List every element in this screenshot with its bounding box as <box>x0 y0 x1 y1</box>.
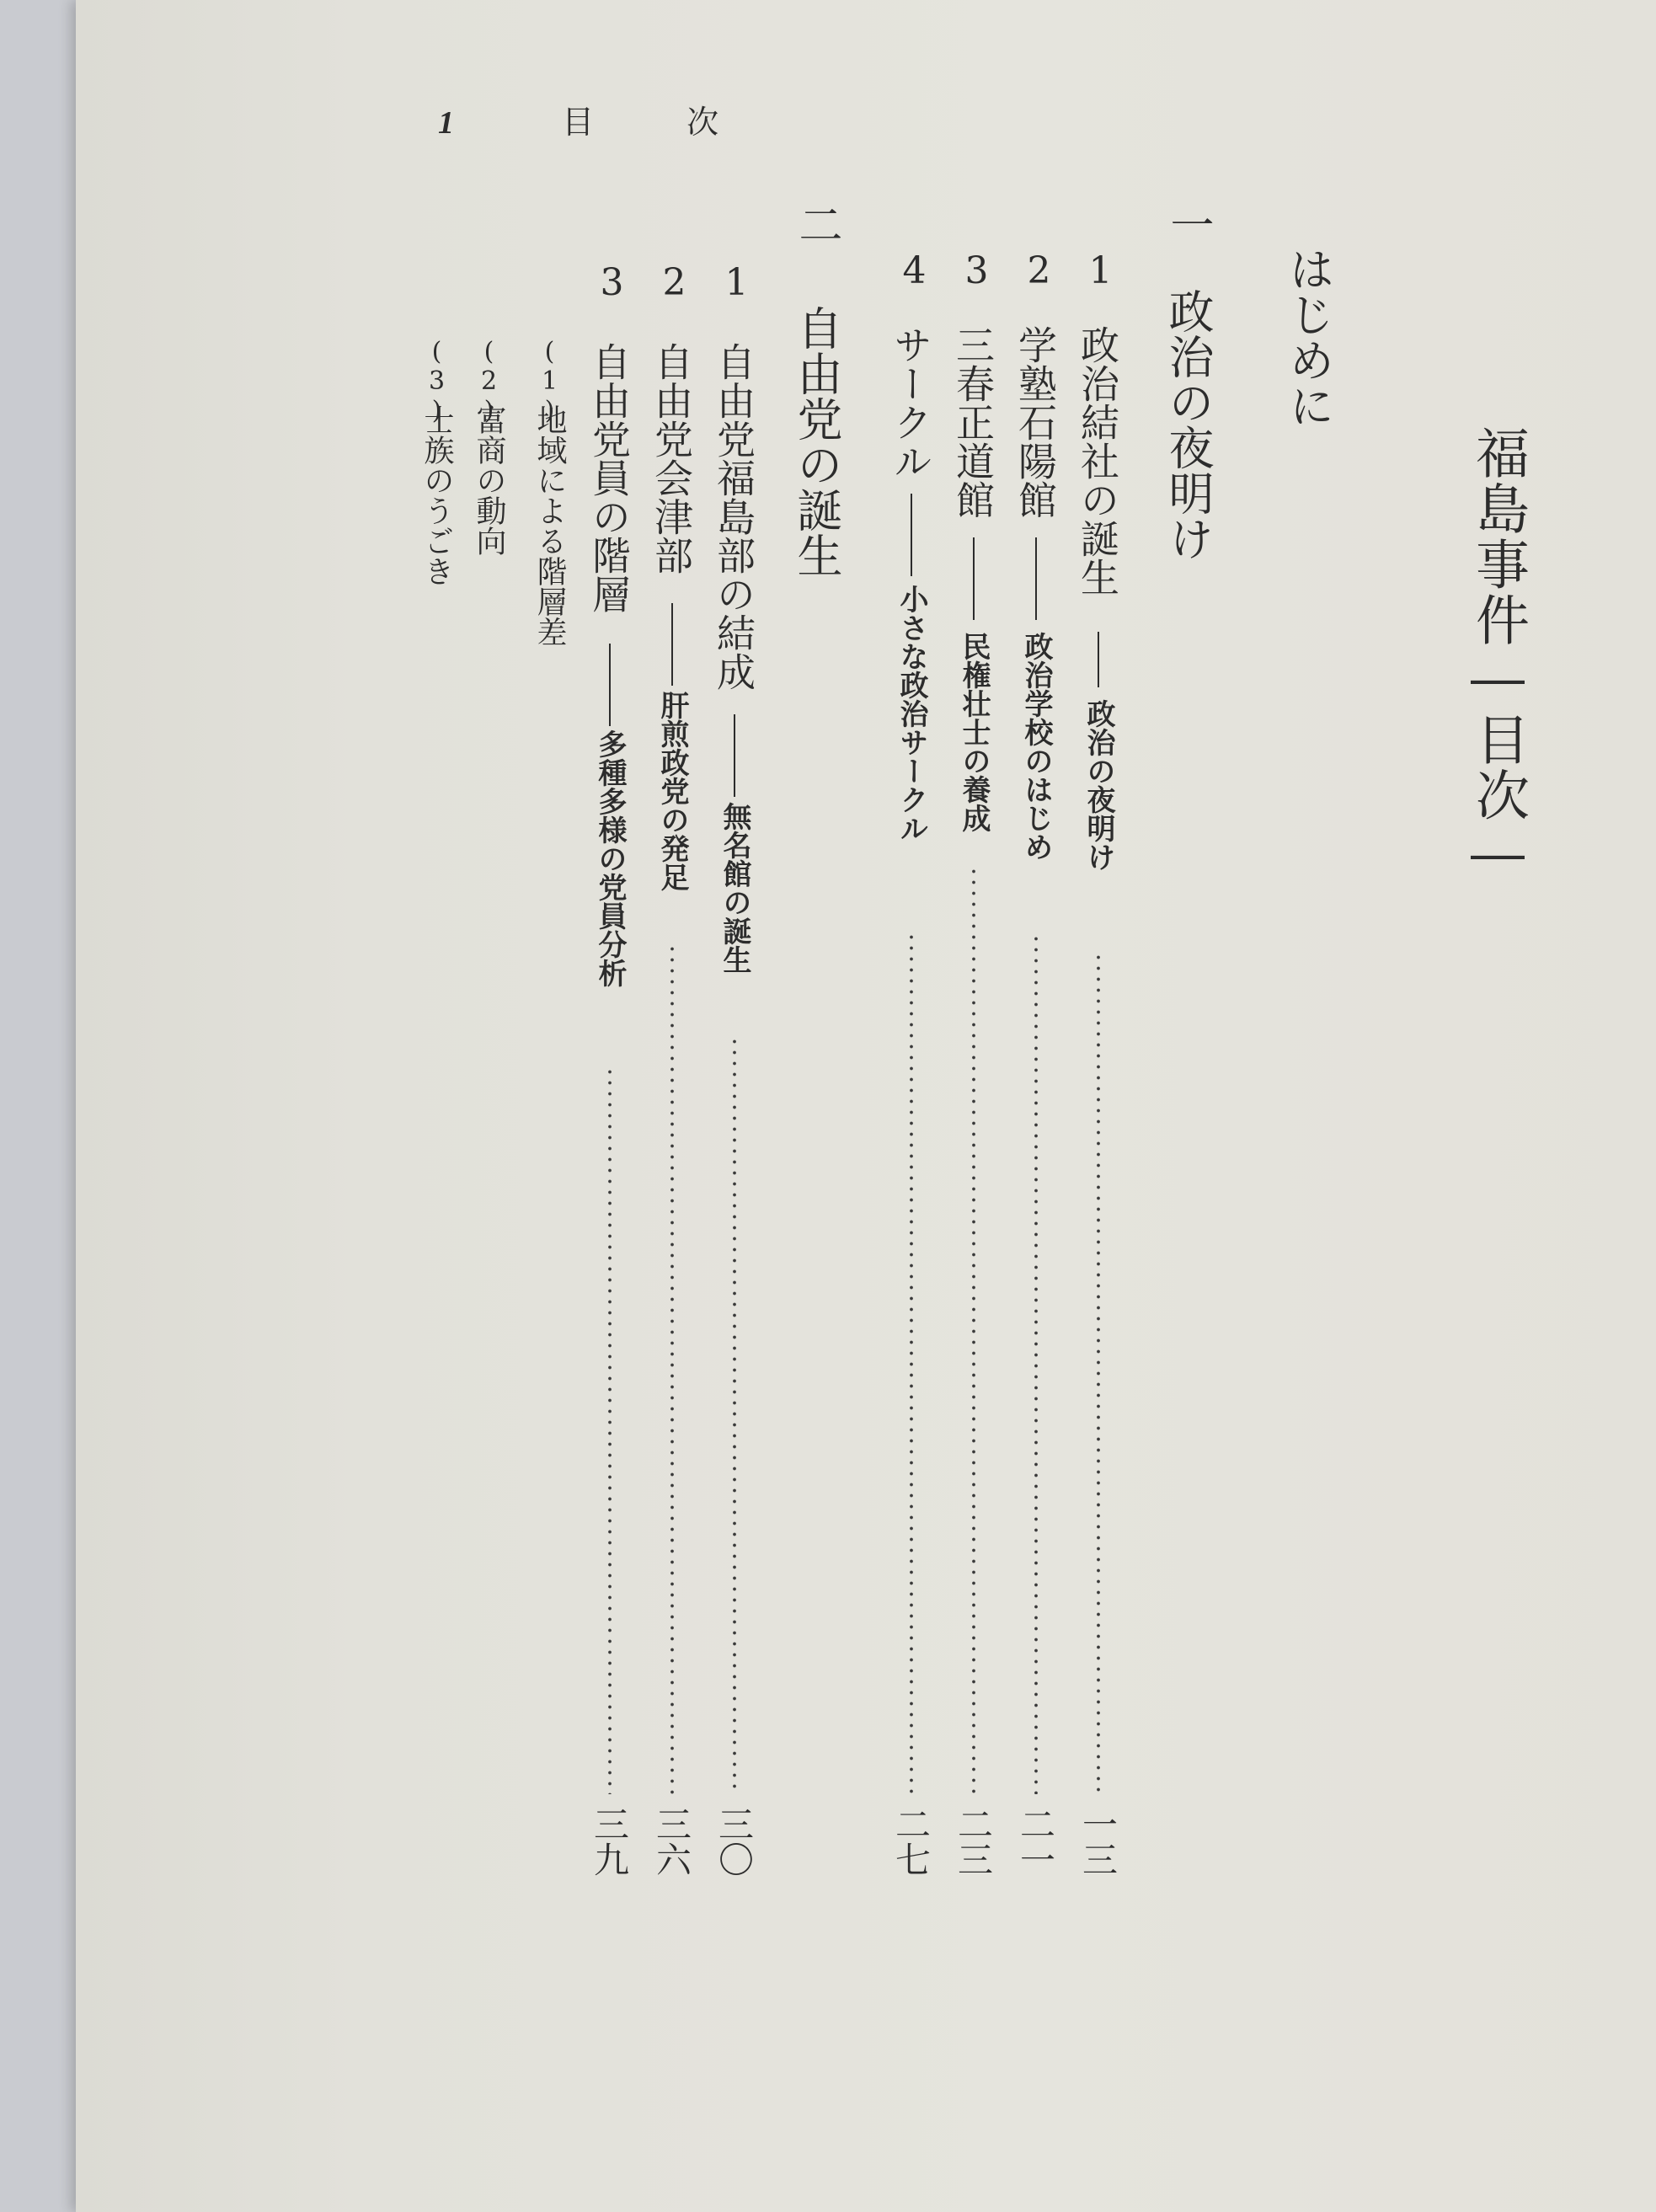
entry-subtitle: 多種多様の党員分析 <box>593 729 627 987</box>
entry-subtitle: 無名館の誕生 <box>718 802 751 974</box>
leader-dots <box>1034 933 1038 1794</box>
subentry-number: (1) <box>535 337 564 425</box>
entry-title: サークル <box>888 325 933 480</box>
leader-dots <box>1097 952 1100 1794</box>
entry-dash <box>609 644 611 726</box>
entry-page: 三〇 <box>713 1806 755 1877</box>
header-page-number: 1 <box>438 105 484 141</box>
entry-title: 学塾石陽館 <box>1012 325 1058 519</box>
entry-dash <box>911 494 912 576</box>
section-number: 一 <box>1162 202 1213 246</box>
entry-page: 二七 <box>890 1806 932 1877</box>
section-heading: 自由党の誕生 <box>790 305 843 578</box>
subentry-title: 富商の動向 <box>472 404 506 556</box>
subentry-number: (3) <box>422 337 451 425</box>
entry-number: 4 <box>893 249 936 292</box>
entry-number: 1 <box>715 261 758 304</box>
page-title: 福島事件―目次― <box>1466 425 1529 887</box>
entry-subtitle: 政治学校のはじめ <box>1019 632 1053 861</box>
entry-subtitle: 小さな政治サークル <box>895 585 928 842</box>
header-label: 目 次 <box>562 104 750 141</box>
entry-title: 三春正道館 <box>950 325 996 519</box>
entry-number: 2 <box>653 261 696 304</box>
entry-dash <box>1035 537 1037 620</box>
leader-dots <box>910 932 913 1794</box>
entry-number: 3 <box>590 261 633 304</box>
entry-dash <box>671 603 673 686</box>
entry-dash <box>973 537 975 620</box>
entry-number: 3 <box>955 249 998 292</box>
entry-page: 三九 <box>589 1806 630 1877</box>
section-number: 二 <box>791 202 841 246</box>
entry-dash <box>734 714 735 797</box>
entry-subtitle: 民権壮士の養成 <box>957 632 991 832</box>
entry-title: 自由党会津部 <box>649 342 694 574</box>
entry-number: 1 <box>1079 249 1122 292</box>
section-heading: 政治の夜明け <box>1162 288 1215 561</box>
leader-dots <box>972 866 975 1794</box>
leader-dots <box>670 943 674 1794</box>
entry-number: 2 <box>1018 249 1060 292</box>
entry-page: 一三 <box>1077 1806 1119 1877</box>
subentry-title: 士族のうごき <box>419 404 454 586</box>
subentry-title: 地域による階層差 <box>532 404 567 647</box>
running-header <box>438 106 749 139</box>
entry-subtitle: 肝煎政党の発足 <box>655 691 689 891</box>
entry-title: 自由党福島部の結成 <box>711 342 756 691</box>
entry-title: 自由党員の階層 <box>586 342 632 613</box>
leader-dots <box>733 1036 736 1794</box>
entry-title: 政治結社の誕生 <box>1075 325 1120 596</box>
entry-subtitle: 政治の夜明け <box>1082 699 1115 871</box>
entry-page: 二一 <box>1015 1806 1056 1877</box>
intro-heading: はじめに <box>1282 246 1335 428</box>
subentry-number: (2) <box>474 337 504 425</box>
entry-page: 三六 <box>651 1806 692 1877</box>
leader-dots <box>608 1066 612 1794</box>
entry-dash <box>1098 632 1099 687</box>
entry-page: 二三 <box>953 1806 994 1877</box>
book-page <box>76 0 1656 2212</box>
